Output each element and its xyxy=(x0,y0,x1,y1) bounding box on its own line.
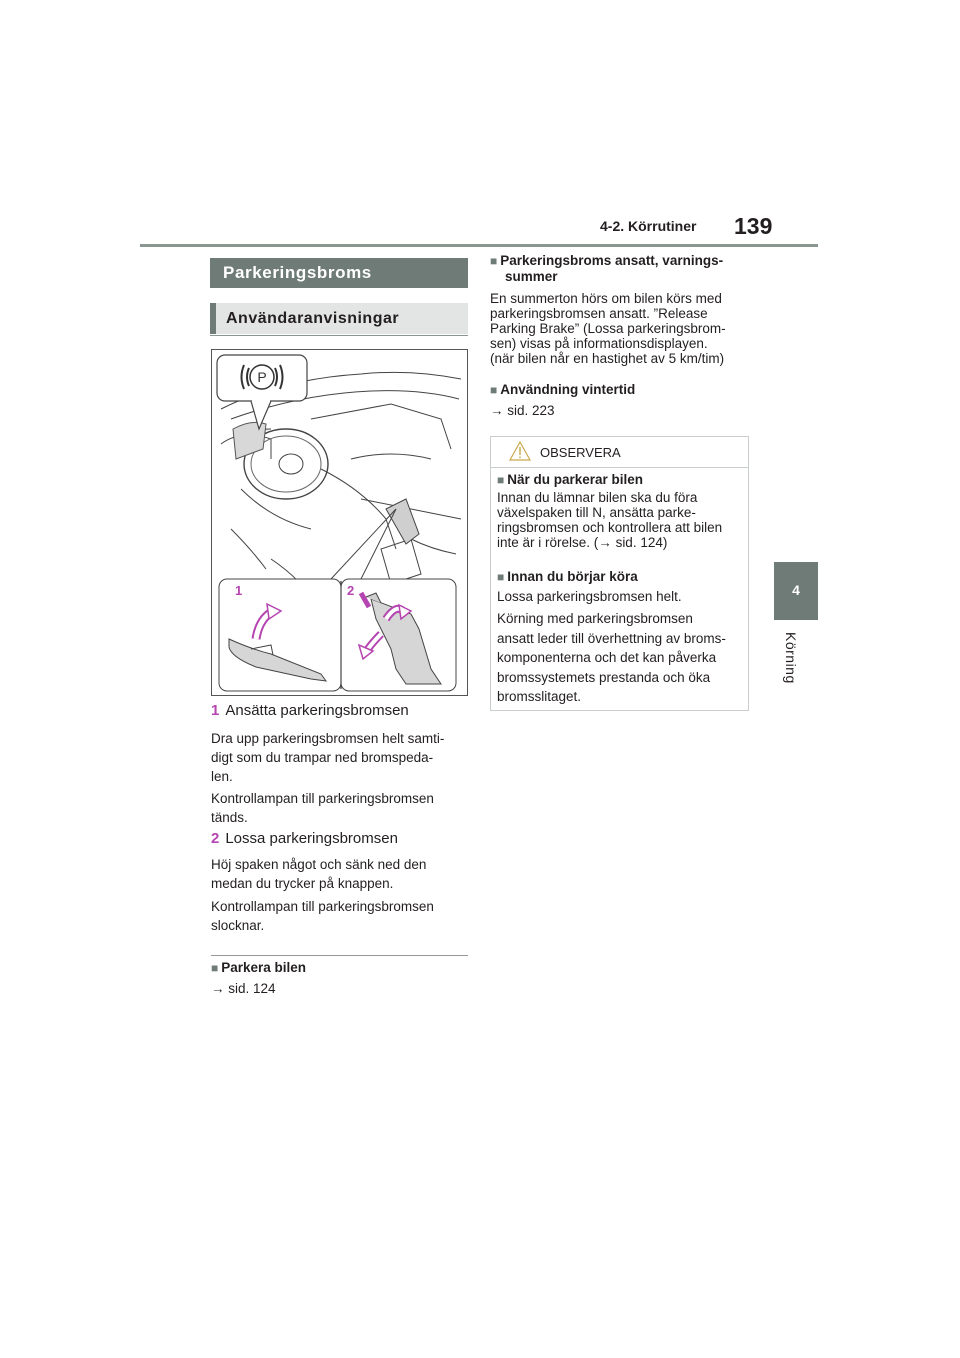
chapter-tab xyxy=(774,562,818,620)
line: tänds. xyxy=(211,810,248,825)
header-rule xyxy=(140,244,818,247)
line: Parking Brake” (Lossa parkeringsbrom- xyxy=(490,321,726,336)
line: komponenterna och det kan påverka xyxy=(497,650,717,665)
step-2-title xyxy=(211,830,398,847)
line: En summerton hörs om bilen körs med xyxy=(490,291,722,306)
arrow-right-icon: → xyxy=(211,981,225,996)
line: digt som du trampar ned bromspeda- xyxy=(211,750,434,765)
line: sen) visas på informationsdisplayen. xyxy=(490,336,708,351)
summer-title: ■ Parkeringsbroms ansatt, varnings- summer xyxy=(490,253,724,284)
chapter-title: Körning xyxy=(783,632,799,684)
square-bullet-icon: ■ xyxy=(490,254,498,268)
step-1-note xyxy=(211,789,471,827)
line: Höj spaken något och sänk ned den xyxy=(211,857,427,872)
summer-description xyxy=(490,291,760,366)
winter-ref: → sid. 223 xyxy=(490,403,555,418)
line: Innan du lämnar bilen ska du föra xyxy=(497,490,698,505)
square-bullet-icon: ■ xyxy=(211,961,219,975)
step-1-description xyxy=(211,729,471,786)
notice-header xyxy=(491,437,748,468)
line: medan du trycker på knappen. xyxy=(211,876,394,891)
parking-ref: → sid. 124 xyxy=(211,981,276,996)
line: växelspaken till N, ansätta parke- xyxy=(497,505,696,520)
section-title: Parkeringsbroms xyxy=(210,258,468,288)
square-bullet-icon: ■ xyxy=(497,473,505,487)
notice-box xyxy=(490,436,749,711)
line: ringsbromsen och kontrollera att bilen xyxy=(497,520,723,535)
page-number: 139 xyxy=(734,213,773,239)
step-1-text: Ansätta parkeringsbromsen xyxy=(225,702,409,719)
parking-brake-illustration xyxy=(211,349,468,696)
square-bullet-icon: ■ xyxy=(497,570,505,584)
line: Kontrollampan till parkeringsbromsen xyxy=(211,791,434,806)
square-bullet-icon: ■ xyxy=(490,383,498,397)
figure-label-1: 1 xyxy=(235,583,243,598)
notice-s2-line: Lossa parkeringsbromsen helt. xyxy=(497,589,682,604)
step-2-note xyxy=(211,897,471,935)
line: Dra upp parkeringsbromsen helt samti- xyxy=(211,731,445,746)
line: len. xyxy=(211,769,233,784)
line: bromssystemets prestanda och öka xyxy=(497,669,711,685)
line: bromsslitaget. xyxy=(497,689,582,704)
step-1-title xyxy=(211,702,409,719)
step-2-number: 2 xyxy=(211,830,220,847)
notice-s1-text xyxy=(497,490,747,550)
notice-title: OBSERVERA xyxy=(540,445,621,460)
warning-icon xyxy=(509,441,531,461)
subsection-rule xyxy=(210,335,468,336)
chapter-number: 4 xyxy=(792,582,800,598)
line: inte är i rörelse. (→ sid. 124) xyxy=(497,535,668,550)
arrow-right-icon: → xyxy=(598,535,612,550)
line: slocknar. xyxy=(211,918,265,933)
section-header: 4-2. Körrutiner xyxy=(600,218,697,234)
line: (när bilen når en hastighet av 5 km/tim) xyxy=(490,351,725,366)
notice-s1-title: ■ När du parkerar bilen xyxy=(497,472,644,487)
divider xyxy=(211,955,468,956)
line: parkeringsbromsen ansatt. ”Release xyxy=(490,306,708,321)
line: ansatt leder till överhettning av broms- xyxy=(497,630,726,646)
step-1-number: 1 xyxy=(211,702,220,719)
parking-title: ■ Parkera bilen xyxy=(211,960,307,975)
notice-s2-text xyxy=(497,609,747,707)
notice-s2-title: ■ Innan du börjar köra xyxy=(497,569,638,584)
winter-title: ■ Användning vintertid xyxy=(490,382,636,397)
step-2-text: Lossa parkeringsbromsen xyxy=(225,830,398,847)
subsection-title: Användaranvisningar xyxy=(210,303,468,334)
figure-label-2: 2 xyxy=(347,583,355,598)
line: Körning med parkeringsbromsen xyxy=(497,611,693,626)
step-2-description xyxy=(211,855,471,893)
parking-symbol-text: P xyxy=(257,369,267,385)
line: Kontrollampan till parkeringsbromsen xyxy=(211,899,434,914)
arrow-right-icon: → xyxy=(490,403,504,418)
